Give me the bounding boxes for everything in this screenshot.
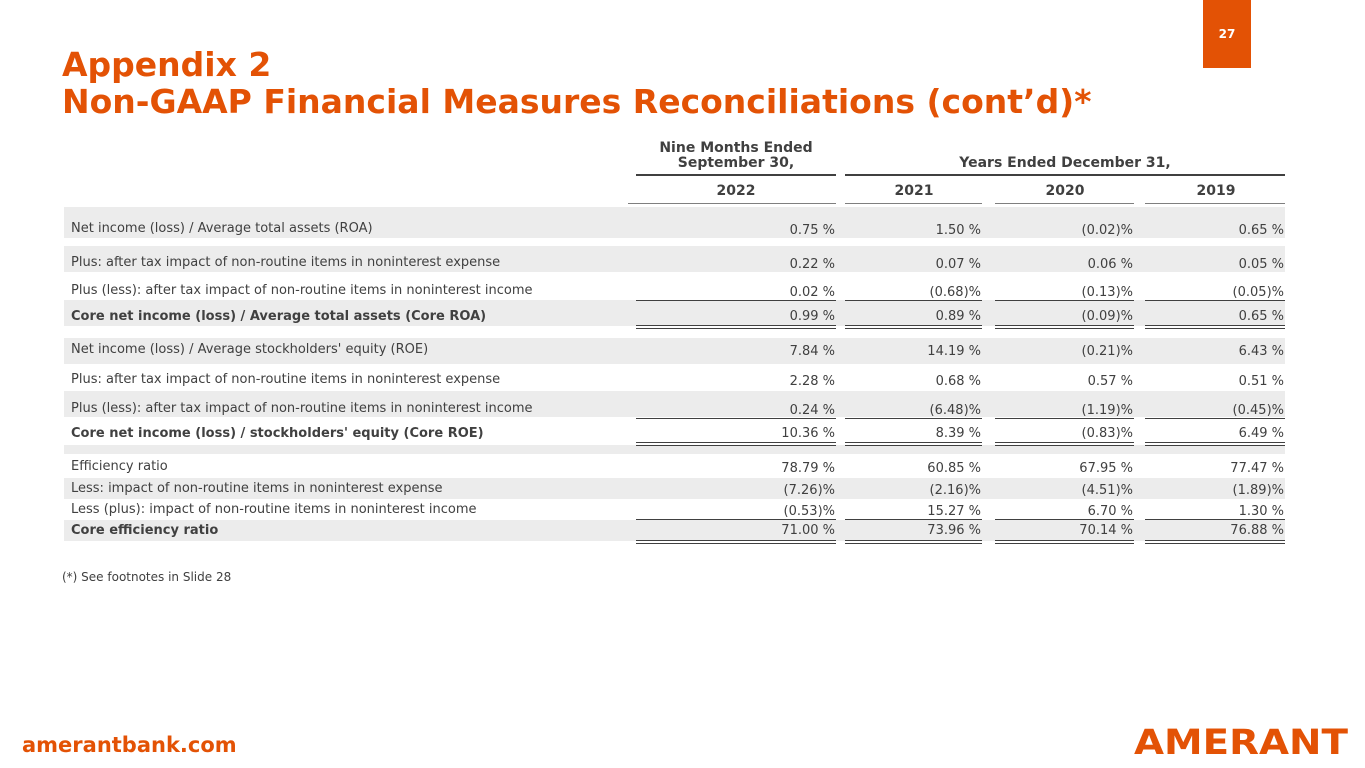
cell-2021: 60.85 %: [927, 461, 981, 476]
cell-2019: 0.05 %: [1238, 257, 1284, 272]
total-double-underline: [995, 328, 1134, 329]
row-label: Efficiency ratio: [71, 459, 168, 474]
cell-2021: 1.50 %: [935, 223, 981, 238]
subtotal-line: [845, 519, 982, 520]
website-link[interactable]: amerantbank.com: [22, 733, 237, 757]
total-double-underline: [845, 325, 982, 326]
total-double-underline: [1145, 543, 1285, 544]
cell-2020: (1.19)%: [1081, 403, 1133, 418]
cell-2022: 78.79 %: [781, 461, 835, 476]
table-row: [64, 364, 1285, 390]
year-underline: [628, 203, 836, 204]
table-row: [64, 391, 1285, 417]
slide-title: [62, 46, 1092, 120]
cell-2021: 14.19 %: [927, 344, 981, 359]
row-label: Net income (loss) / Average stockholders' equity (ROE): [71, 342, 429, 357]
row-label: Core efficiency ratio: [71, 523, 219, 538]
cell-2019: 1.30 %: [1238, 504, 1284, 519]
cell-2022: 10.36 %: [781, 426, 835, 441]
year-underline: [845, 203, 982, 204]
total-double-underline: [636, 543, 836, 544]
table-total-row: [64, 520, 1285, 541]
cell-2020: (0.13)%: [1081, 285, 1133, 300]
total-double-underline: [845, 540, 982, 541]
cell-2021: 0.89 %: [935, 309, 981, 324]
cell-2019: 6.43 %: [1238, 344, 1284, 359]
cell-2019: (0.45)%: [1232, 403, 1284, 418]
total-double-underline: [636, 442, 836, 443]
cell-2020: 6.70 %: [1087, 504, 1133, 519]
cell-2021: 15.27 %: [927, 504, 981, 519]
total-double-underline: [1145, 442, 1285, 443]
row-label: Net income (loss) / Average total assets (ROA): [71, 221, 373, 236]
subtotal-line: [995, 519, 1134, 520]
cell-2022: 0.99 %: [789, 309, 835, 324]
cell-2020: (0.02)%: [1081, 223, 1133, 238]
total-double-underline: [845, 445, 982, 446]
cell-2021: 0.68 %: [935, 374, 981, 389]
total-double-underline: [845, 543, 982, 544]
table-row: [64, 273, 1285, 299]
total-double-underline: [995, 445, 1134, 446]
header-underline-nine: [636, 174, 836, 176]
total-double-underline: [995, 442, 1134, 443]
row-label: Less: impact of non-routine items in noninterest expense: [71, 481, 443, 496]
page-number-badge: [1203, 0, 1251, 68]
cell-2022: 0.02 %: [789, 285, 835, 300]
table-row: [64, 478, 1285, 499]
cell-2020: 67.95 %: [1079, 461, 1133, 476]
subtotal-line: [636, 418, 836, 419]
table-total-row: [64, 418, 1285, 444]
total-double-underline: [995, 543, 1134, 544]
total-double-underline: [636, 540, 836, 541]
cell-2022: 7.84 %: [789, 344, 835, 359]
cell-2021: (6.48)%: [929, 403, 981, 418]
cell-2021: 0.07 %: [935, 257, 981, 272]
cell-2020: (4.51)%: [1081, 483, 1133, 498]
row-label: Plus: after tax impact of non-routine items in noninterest expense: [71, 255, 501, 270]
table-total-row: [64, 300, 1285, 326]
amerant-logo: [1134, 724, 1348, 756]
row-label: Less (plus): impact of non-routine items in noninterest income: [71, 502, 477, 517]
row-label: Plus (less): after tax impact of non-routine items in noninterest income: [71, 401, 533, 416]
header-nine-months: Nine Months Ended September 30,: [659, 140, 813, 171]
total-double-underline: [1145, 540, 1285, 541]
cell-2020: (0.21)%: [1081, 344, 1133, 359]
cell-2020: 0.06 %: [1087, 257, 1133, 272]
cell-2020: 0.57 %: [1087, 374, 1133, 389]
column-header-2022: 2022: [716, 183, 756, 199]
cell-2022: 0.22 %: [789, 257, 835, 272]
cell-2020: (0.09)%: [1081, 309, 1133, 324]
total-double-underline: [845, 442, 982, 443]
subtotal-line: [1145, 300, 1285, 301]
table-row: [64, 218, 1285, 238]
table-row: [64, 246, 1285, 272]
cell-2021: 8.39 %: [935, 426, 981, 441]
table-row: [64, 338, 1285, 364]
header-underline-years: [845, 174, 1285, 176]
row-label: Plus (less): after tax impact of non-routine items in noninterest income: [71, 283, 533, 298]
cell-2019: (1.89)%: [1232, 483, 1284, 498]
page-number: 27: [1218, 27, 1236, 41]
slide-title-line1: Appendix 2: [62, 45, 272, 84]
cell-2021: (2.16)%: [929, 483, 981, 498]
total-double-underline: [995, 540, 1134, 541]
row-label: Core net income (loss) / stockholders' equity (Core ROE): [71, 426, 484, 441]
subtotal-line: [845, 418, 982, 419]
column-header-2021: 2021: [894, 183, 934, 199]
year-underline: [1145, 203, 1285, 204]
footnote: (*) See footnotes in Slide 28: [62, 570, 232, 584]
total-double-underline: [995, 325, 1134, 326]
total-double-underline: [1145, 445, 1285, 446]
cell-2022: 71.00 %: [781, 523, 835, 538]
cell-2019: 0.65 %: [1238, 309, 1284, 324]
table-row: [64, 499, 1285, 520]
table-spacer-band: [64, 207, 1285, 218]
cell-2022: 0.75 %: [789, 223, 835, 238]
logo-text: AMERANT: [1134, 724, 1348, 756]
cell-2022: (7.26)%: [783, 483, 835, 498]
cell-2019: 6.49 %: [1238, 426, 1284, 441]
subtotal-line: [845, 300, 982, 301]
total-double-underline: [1145, 328, 1285, 329]
cell-2021: 73.96 %: [927, 523, 981, 538]
cell-2019: 77.47 %: [1230, 461, 1284, 476]
cell-2022: (0.53)%: [783, 504, 835, 519]
total-double-underline: [636, 328, 836, 329]
cell-2022: 0.24 %: [789, 403, 835, 418]
cell-2020: 70.14 %: [1079, 523, 1133, 538]
cell-2019: 0.51 %: [1238, 374, 1284, 389]
subtotal-line: [636, 300, 836, 301]
total-double-underline: [636, 445, 836, 446]
column-header-2020: 2020: [1045, 183, 1085, 199]
row-label: Core net income (loss) / Average total assets (Core ROA): [71, 309, 487, 324]
subtotal-line: [995, 418, 1134, 419]
cell-2019: 76.88 %: [1230, 523, 1284, 538]
cell-2020: (0.83)%: [1081, 426, 1133, 441]
cell-2022: 2.28 %: [789, 374, 835, 389]
cell-2019: (0.05)%: [1232, 285, 1284, 300]
subtotal-line: [1145, 519, 1285, 520]
header-years-ended: Years Ended December 31,: [959, 155, 1171, 171]
subtotal-line: [1145, 418, 1285, 419]
subtotal-line: [636, 519, 836, 520]
total-double-underline: [845, 328, 982, 329]
cell-2019: 0.65 %: [1238, 223, 1284, 238]
column-header-2019: 2019: [1196, 183, 1236, 199]
total-double-underline: [1145, 325, 1285, 326]
year-underline: [995, 203, 1134, 204]
cell-2021: (0.68)%: [929, 285, 981, 300]
slide-title-line2: Non-GAAP Financial Measures Reconciliations (cont’d)*: [62, 82, 1092, 121]
total-double-underline: [636, 325, 836, 326]
row-label: Plus: after tax impact of non-routine items in noninterest expense: [71, 372, 501, 387]
table-spacer-band: [64, 445, 1285, 454]
table-row: [64, 455, 1285, 478]
subtotal-line: [995, 300, 1134, 301]
